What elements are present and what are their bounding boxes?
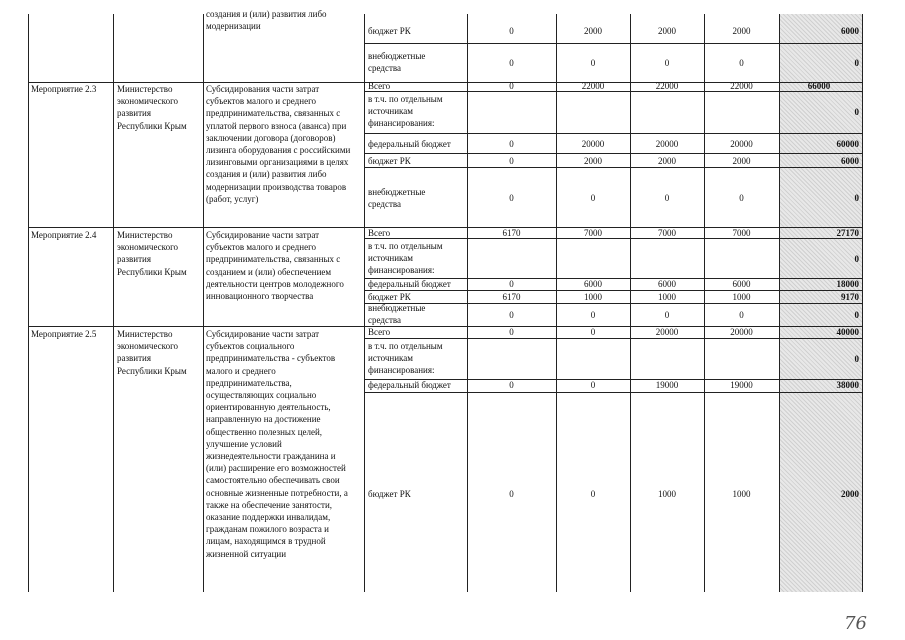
total-cell: 0 xyxy=(854,354,859,364)
value-cell: 19000 xyxy=(655,380,679,390)
total-cell: 9170 xyxy=(841,292,859,302)
value-cell: 0 xyxy=(590,310,596,320)
value-cell: 0 xyxy=(664,58,670,68)
funding-source: в т.ч. по отдельным источникам финансирования: xyxy=(368,241,443,276)
rule xyxy=(364,392,862,393)
value-cell: 20000 xyxy=(581,139,605,149)
value-cell: 0 xyxy=(590,327,596,337)
funding-source: внебюджетные средства xyxy=(368,51,426,74)
value-cell: 0 xyxy=(590,193,596,203)
executor: Министерство экономического развития Республики Крым xyxy=(117,84,187,131)
value-cell: 6000 xyxy=(658,279,676,289)
value-cell: 0 xyxy=(664,310,670,320)
value-cell: 6000 xyxy=(584,279,602,289)
value-cell: 6170 xyxy=(502,228,521,238)
value-cell: 7000 xyxy=(658,228,676,238)
value-cell: 0 xyxy=(664,193,670,203)
value-cell: 7000 xyxy=(584,228,602,238)
value-cell: 22000 xyxy=(730,81,753,91)
value-cell: 0 xyxy=(509,156,514,166)
rule xyxy=(203,14,204,592)
rule xyxy=(364,43,862,44)
value-cell: 2000 xyxy=(732,156,751,166)
value-cell: 0 xyxy=(590,489,596,499)
total-cell: 6000 xyxy=(841,156,859,166)
value-cell: 1000 xyxy=(658,292,676,302)
value-cell: 0 xyxy=(739,193,744,203)
executor: Министерство экономического развития Республики Крым xyxy=(117,329,187,376)
total-cell: 40000 xyxy=(836,327,859,337)
value-cell: 1000 xyxy=(584,292,602,302)
value-cell: 20000 xyxy=(730,327,753,337)
value-cell: 0 xyxy=(739,310,744,320)
funding-source: федеральный бюджет xyxy=(368,139,451,149)
funding-source: в т.ч. по отдельным источникам финансирования: xyxy=(368,94,443,129)
value-cell: 0 xyxy=(509,279,514,289)
value-cell: 22000 xyxy=(581,81,605,91)
rule xyxy=(364,133,862,134)
value-cell: 2000 xyxy=(584,156,602,166)
value-cell: 20000 xyxy=(655,139,679,149)
value-cell: 0 xyxy=(509,327,514,337)
value-cell: 0 xyxy=(590,380,596,390)
value-cell: 0 xyxy=(739,58,744,68)
total-cell: 66000 xyxy=(807,81,831,91)
total-cell: 60000 xyxy=(836,139,859,149)
measure-description: создания и (или) развития либо модернизации xyxy=(206,9,327,32)
funding-source: федеральный бюджет xyxy=(368,380,451,390)
total-cell: 27170 xyxy=(836,228,859,238)
funding-source: бюджет РК xyxy=(368,26,411,36)
value-cell: 0 xyxy=(509,26,514,36)
value-cell: 0 xyxy=(509,193,514,203)
value-cell: 6170 xyxy=(502,292,521,302)
funding-source: внебюджетные средства xyxy=(368,187,426,210)
measure-number: Мероприятие 2.4 xyxy=(31,230,97,240)
value-cell: 1000 xyxy=(732,489,751,499)
rule xyxy=(113,14,114,592)
value-cell: 2000 xyxy=(658,26,676,36)
funding-source: федеральный бюджет xyxy=(368,279,451,289)
funding-source: внебюджетные средства xyxy=(368,303,426,326)
value-cell: 0 xyxy=(509,58,514,68)
value-cell: 19000 xyxy=(730,380,753,390)
value-cell: 0 xyxy=(509,139,514,149)
measure-description: Субсидирования части затрат субъектов малого и среднего предпринимательства, связанных с уплатой первого взноса (аванса) при заключении договора (договоров) лизинга оборудования с российскими лизинговыми организациями в целях создания и (или) развития либо модернизации производства товаров (работ, услуг) xyxy=(206,84,351,204)
value-cell: 20000 xyxy=(655,327,679,337)
funding-source: Всего xyxy=(368,327,391,337)
total-cell: 6000 xyxy=(841,26,859,36)
total-cell: 2000 xyxy=(841,489,859,499)
total-cell: 0 xyxy=(854,310,859,320)
value-cell: 1000 xyxy=(732,292,751,302)
measure-description: Субсидирование части затрат субъектов малого и среднего предпринимательства, связанных с созданием и (или) обеспечением деятельности центров молодежного инновационного творчества xyxy=(206,230,344,302)
value-cell: 0 xyxy=(509,310,514,320)
total-cell: 0 xyxy=(854,193,859,203)
total-cell: 0 xyxy=(854,254,859,264)
value-cell: 0 xyxy=(590,58,596,68)
total-cell: 0 xyxy=(854,58,859,68)
rule xyxy=(862,14,863,592)
funding-source: Всего xyxy=(368,228,391,238)
value-cell: 0 xyxy=(509,81,514,91)
value-cell: 2000 xyxy=(584,26,602,36)
measure-number: Мероприятие 2.3 xyxy=(31,84,97,94)
value-cell: 2000 xyxy=(732,26,751,36)
funding-source: бюджет РК xyxy=(368,292,411,302)
value-cell: 0 xyxy=(509,380,514,390)
value-cell: 22000 xyxy=(655,81,679,91)
executor: Министерство экономического развития Республики Крым xyxy=(117,230,187,277)
measure-number: Мероприятие 2.5 xyxy=(31,329,97,339)
total-cell: 18000 xyxy=(836,279,859,289)
page-number-mark: 76 xyxy=(844,613,867,634)
value-cell: 0 xyxy=(509,489,514,499)
rule xyxy=(28,14,29,592)
funding-source: бюджет РК xyxy=(368,156,411,166)
value-cell: 1000 xyxy=(658,489,676,499)
measure-description: Субсидирование части затрат субъектов социального предпринимательства - субъектов малого и среднего предпринимательства, осуществляющих социально ориентированную деятельность, направленную на достижение общественно полезных целей, улучшение условий жизнедеятельности гражданина и (или) расширение его возможностей самостоятельно обеспечивать свои основные жизненные потребности, а также на обеспечение занятости, оказание поддержки инвалидам, гражданам пожилого возраста и лицам, находящимся в трудной жизненной ситуации xyxy=(206,329,348,559)
value-cell: 6000 xyxy=(732,279,751,289)
value-cell: 2000 xyxy=(658,156,676,166)
value-cell: 7000 xyxy=(732,228,751,238)
value-cell: 20000 xyxy=(730,139,753,149)
rule xyxy=(364,153,862,154)
total-cell: 0 xyxy=(854,107,859,117)
funding-source: Всего xyxy=(368,81,391,91)
funding-source: в т.ч. по отдельным источникам финансирования: xyxy=(368,341,443,376)
funding-source: бюджет РК xyxy=(368,489,411,499)
total-cell: 38000 xyxy=(836,380,859,390)
